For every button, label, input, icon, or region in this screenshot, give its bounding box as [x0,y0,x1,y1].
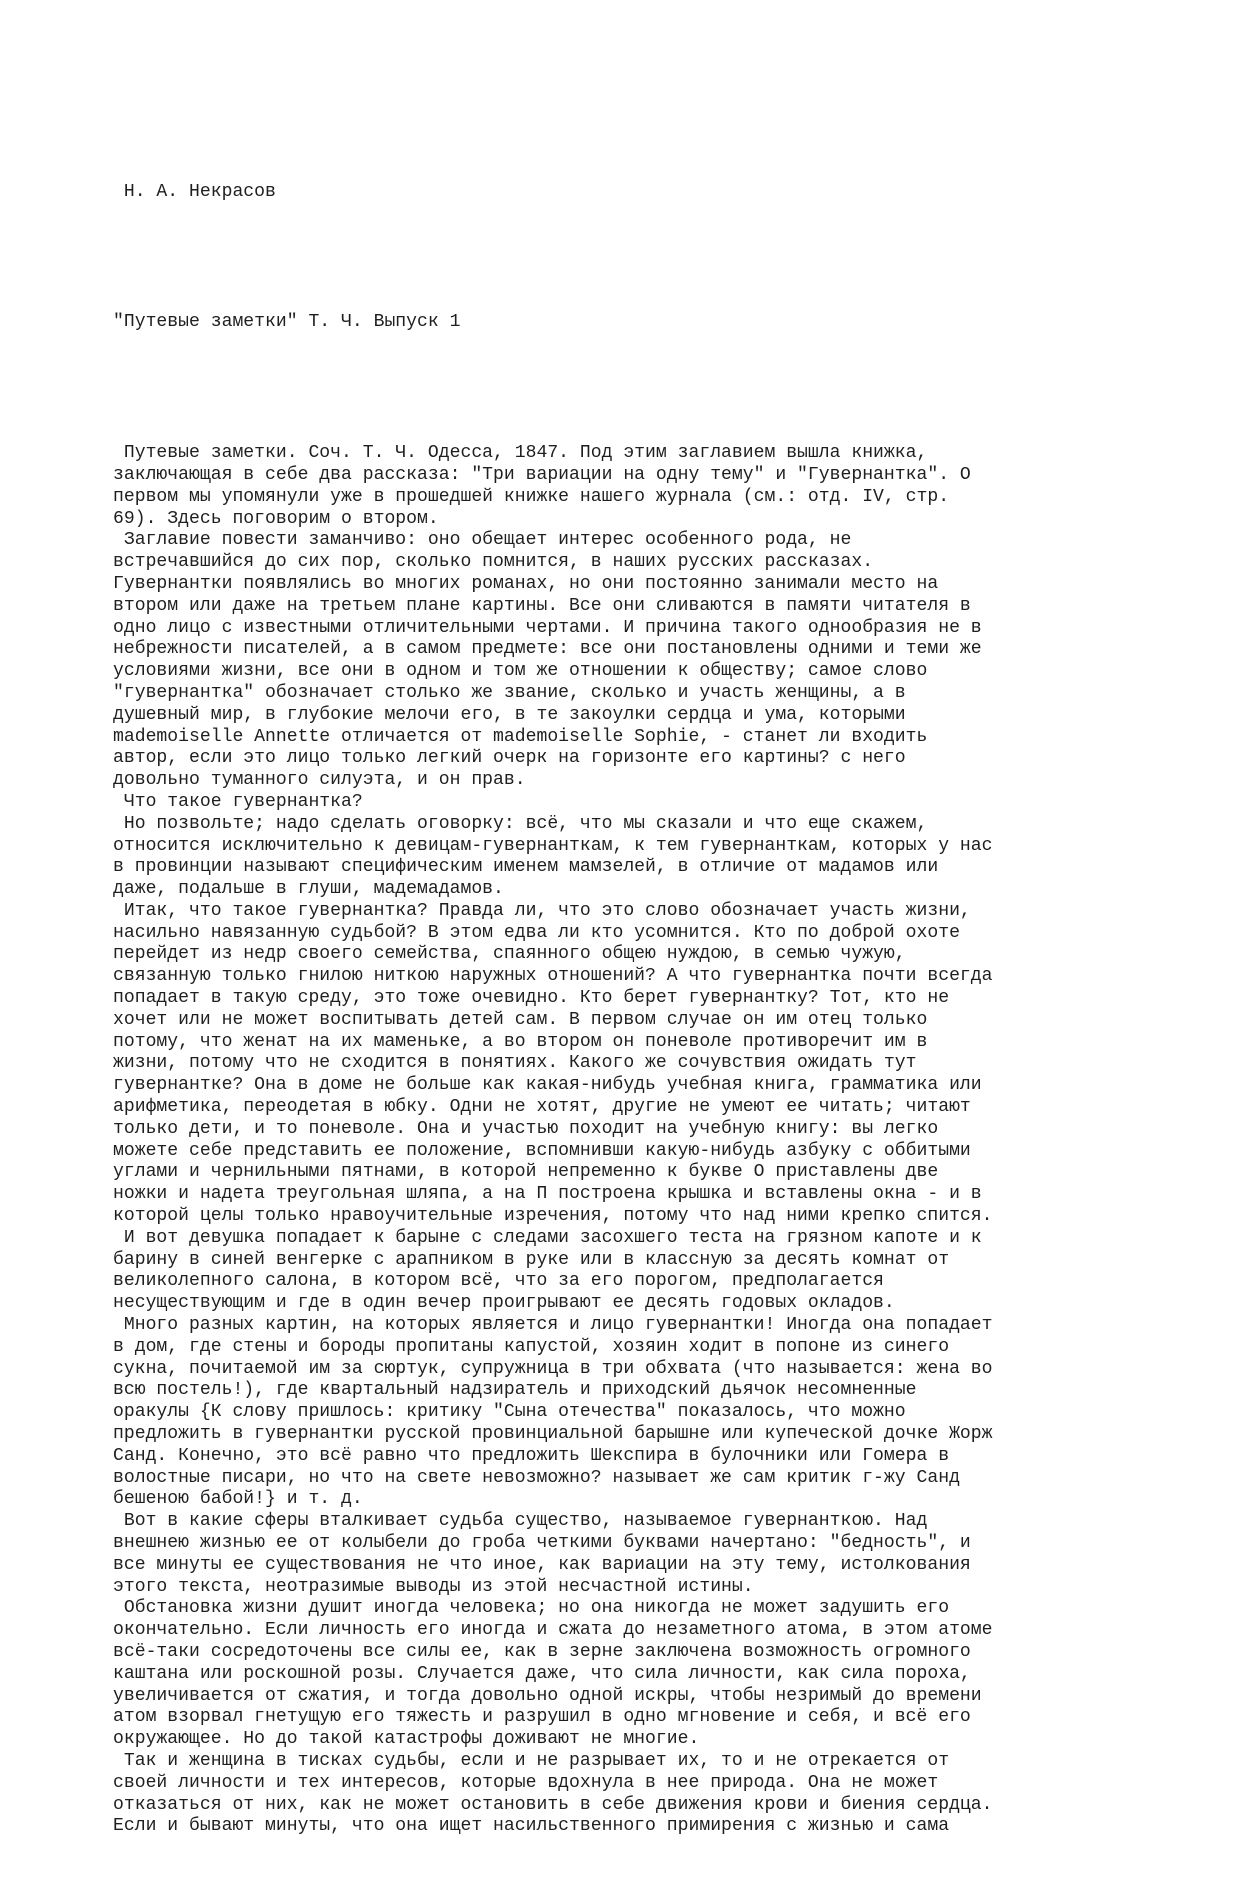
text-line: ножки и надета треугольная шляпа, а на П построена крышка и вставлены окна - и в [113,1184,982,1205]
text-line: mademoiselle Annette отличается от mademoiselle Sophie, - станет ли входить [113,726,928,747]
text-line: волостные писари, но что на свете невозможно? называет же сам критик г-жу Санд [113,1467,960,1488]
text-line: барину в синей венгерке с арапником в руке или в классную за десять комнат от [113,1249,950,1270]
text-line: Обстановка жизни душит иногда человека; но она никогда не может задушить его [113,1598,950,1619]
text-line: относится исключительно к девицам-гувернанткам, к тем гувернанткам, которых у нас [113,835,993,856]
text-line: даже, подальше в глуши, мадемадамов. [113,879,504,900]
text-line: увеличивается от сжатия, и тогда довольно одной искры, чтобы незримый до времени [113,1685,982,1706]
text-line: заключающая в себе два рассказа: "Три вариации на одну тему" и "Гувернантка". О [113,464,971,485]
text-line: встречавшийся до сих пор, сколько помнится, в наших русских рассказах. [113,552,874,573]
text-line: только дети, и то поневоле. Она и участью походит на учебную книгу: вы легко [113,1118,939,1139]
text-line: все минуты ее существования не что иное, как вариации на эту тему, истолкования [113,1554,971,1575]
text-line: втором или даже на третьем плане картины. Все они сливаются в памяти читателя в [113,595,971,616]
text-line: предложить в гувернантки русской провинциальной барышне или купеческой дочке Жорж [113,1424,993,1445]
text-line: душевный мир, в глубокие мелочи его, в те закоулки сердца и ума, которыми [113,704,906,725]
text-line: насильно навязанную судьбой? В этом едва ли кто усомнится. Кто по доброй охоте [113,922,960,943]
text-line: каштана или роскошной розы. Случается даже, что сила личности, как сила пороха, [113,1663,971,1684]
text-line: Если и бывают минуты, что она ищет насильственного примирения с жизнью и сама [113,1816,950,1837]
text-line: внешнею жизнью ее от колыбели до гроба четкими буквами начертано: "бедность", и [113,1533,971,1553]
body-text [113,443,1213,1838]
text-line: великолепного салона, в котором всё, что за его порогом, предполагается [113,1271,884,1292]
text-line: жизни, потому что не сходится в понятиях. Какого же сочувствия ожидать тут [113,1053,917,1074]
text-line: связанную только гнилою ниткою наружных отношений? А что гувернантка почти всегда [113,966,993,987]
text-line: всю постель!), где квартальный надзиратель и приходский дьячок несомненные [113,1380,917,1401]
text-line: несуществующим и где в один вечер проигрывают ее десять годовых окладов. [113,1293,895,1314]
text-line: окончательно. Если личность его иногда и сжата до незаметного атома, в этом атоме [113,1620,993,1641]
document-title: "Путевые заметки" Т. Ч. Выпуск 1 [113,312,461,333]
text-line: гувернантке? Она в доме не больше как какая-нибудь учебная книга, грамматика или [113,1075,982,1096]
text-line: своей личности и тех интересов, которые вдохнула в нее природа. Она не может [113,1772,939,1793]
text-line: Много разных картин, на которых является и лицо гувернантки! Иногда она попадает [113,1315,993,1336]
text-line: хочет или не может воспитывать детей сам. В первом случае он им отец только [113,1009,928,1030]
text-line: арифметика, переодетая в юбку. Одни не хотят, другие не умеют ее читать; читают [113,1097,971,1118]
text-line: Санд. Конечно, это всё равно что предложить Шекспира в булочники или Гомера в [113,1445,950,1466]
text-line: сукна, почитаемой им за сюртук, супружница в три обхвата (что называется: жена во [113,1358,993,1379]
text-line: перейдет из недр своего семейства, спаянного общею нуждою, в семью чужую, [113,944,906,965]
text-line: оракулы {К слову пришлось: критику "Сына отечества" показалось, что можно [113,1402,906,1423]
text-line: Заглавие повести заманчиво: оно обещает интерес особенного рода, не [113,530,852,551]
text-line: окружающее. Но до такой катастрофы доживают не многие. [113,1729,700,1750]
text-line: небрежности писателей, а в самом предмете: все они постановлены одними и теми же [113,639,982,660]
text-line: всё-таки сосредоточены все силы ее, как в зерне заключена возможность огромного [113,1641,971,1662]
text-line: Вот в какие сферы вталкивает судьба существо, называемое гувернанткою. Над [113,1511,928,1532]
text-line: "гувернантка" обозначает столько же звание, сколько и участь женщины, а в [113,682,906,703]
text-line: Но позвольте; надо сделать оговорку: всё, что мы сказали и что еще скажем, [113,813,928,834]
text-line: Гувернантки появлялись во многих романах, но они постоянно занимали место на [113,573,939,594]
text-line: в провинции называют специфическим именем мамзелей, в отличие от мадамов или [113,857,939,878]
text-line: углами и чернильными пятнами, в которой непременно к букве О приставлены две [113,1162,939,1183]
text-line: 69). Здесь поговорим о втором. [113,508,439,529]
text-line: Итак, что такое гувернантка? Правда ли, что это слово обозначает участь жизни, [113,900,971,921]
text-line: потому, что женат на их маменьке, а во втором он поневоле противоречит им в [113,1031,928,1052]
text-line: в дом, где стены и бороды пропитаны капустой, хозяин ходит в попоне из синего [113,1336,950,1357]
text-line: Что такое гувернантка? [113,791,363,812]
text-line: И вот девушка попадает к барыне с следами засохшего теста на грязном капоте и к [113,1227,982,1248]
text-line: можете себе представить ее положение, вспомнивши какую-нибудь азбуку с оббитыми [113,1140,971,1161]
text-line: бешеною бабой!} и т. д. [113,1489,363,1510]
text-line: Так и женщина в тисках судьбы, если и не разрывает их, то и не отрекается от [113,1750,950,1771]
author-line: Н. А. Некрасов [113,181,276,202]
text-line: которой целы только нравоучительные изречения, потому что над ними крепко спится. [113,1206,993,1227]
blank-line [113,378,1213,400]
text-line: этого текста, неотразимые выводы из этой несчастной истины. [113,1576,754,1597]
text-line: довольно туманного силуэта, и он прав. [113,770,526,791]
text-line: отказаться от них, как не может остановить в себе движения крови и биения сердца. [113,1794,993,1815]
document-text [113,138,1213,1882]
text-line: атом взорвал гнетущую его тяжесть и разрушил в одно мгновение и себя, и всё его [113,1707,971,1728]
text-line: первом мы упомянули уже в прошедшей книжке нашего журнала (см.: отд. IV, стр. [113,486,950,507]
text-line: Путевые заметки. Соч. Т. Ч. Одесса, 1847. Под этим заглавием вышла книжка, [113,443,928,464]
text-line: одно лицо с известными отличительными чертами. И причина такого однообразия не в [113,617,982,638]
text-line: попадает в такую среду, это тоже очевидно. Кто берет гувернантку? Тот, кто не [113,988,950,1009]
text-line: автор, если это лицо только легкий очерк на горизонте его картины? с него [113,748,906,769]
text-line: условиями жизни, все они в одном и том же отношении к обществу; самое слово [113,661,928,682]
blank-line [113,247,1213,269]
